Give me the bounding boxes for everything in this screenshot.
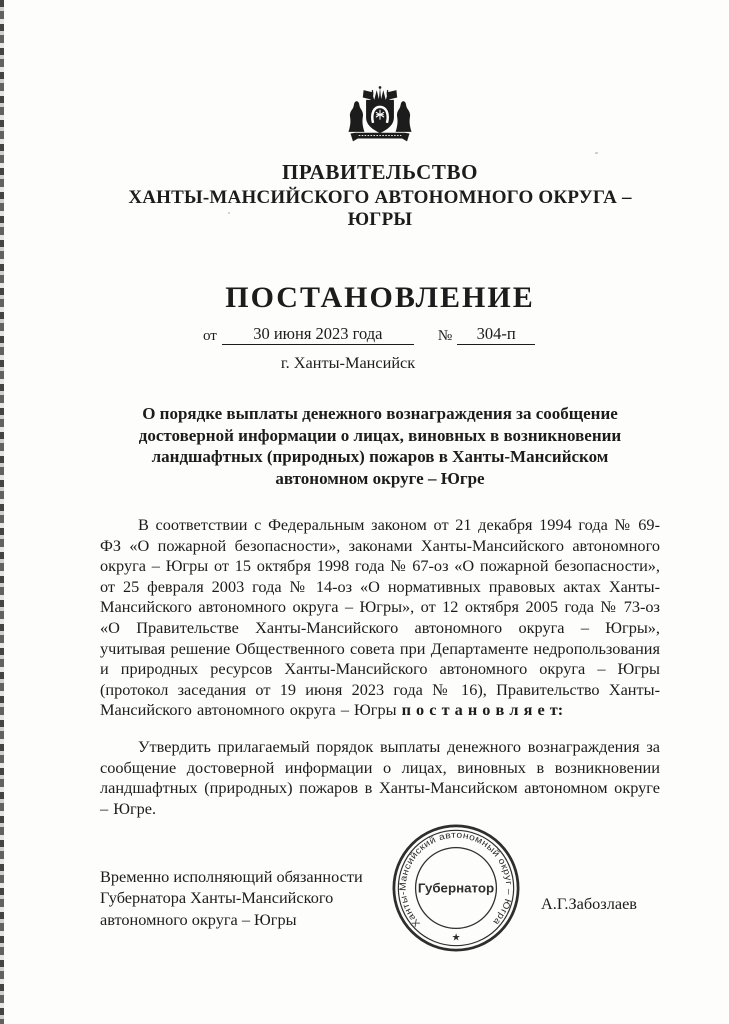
signer-position-line-1: Временно исполняющий обязанности [100,866,363,886]
date-value: 30 июня 2023 года [253,324,383,343]
stamp-center-text: Губернатор [417,880,495,896]
body-paragraph-1 [100,515,660,721]
document-content-column [100,0,660,931]
from-label: от [203,328,217,344]
number-blank-line [457,324,535,345]
org-name-line2: ХАНТЫ-МАНСИЙСКОГО АВТОНОМНОГО ОКРУГА – ЮГРЫ [128,187,632,230]
official-stamp [387,819,525,957]
postanovlyaet-emphasis: п о с т а н о в л я е т: [401,700,564,720]
scan-edge-artifact [0,0,4,1024]
coat-of-arms-icon [339,86,421,145]
signer-position-line-3: автономного округа – Югры [100,910,297,930]
left-bear-shape [348,101,364,132]
ribbon-shape [351,133,410,142]
right-bear-shape [396,101,412,132]
doc-type-title: ПОСТАНОВЛЕНИЕ [225,281,535,314]
number-value: 304-п [476,324,516,343]
signer-position-line-2: Губернатора Ханты-Мансийского [100,888,334,908]
stamp-star: ★ [451,932,461,944]
city-line: г. Ханты-Мансийск [280,353,416,372]
document-title: О порядке выплаты денежного вознаграждения за сообщение достоверной информации о лицах, виновных в возникновении ландшафтных (природных) пожаров в Ханты-Мансийском автономном округе – Югре [138,404,622,488]
org-name-line1: ПРАВИТЕЛЬСТВО [281,160,479,184]
date-blank-line [222,324,414,345]
paragraph-1-text: В соответствии с Федеральным законом от 21 декабря 1994 года № 69-ФЗ «О пожарной безопасности», законами Ханты-Мансийского автономного округа – Югры от 15 октября 1998 года № 67-оз «О пожарной безопасности», от 25 февраля 2003 года № 14-оз «О нормативных правовых актах Ханты-Мансийского автономного округа – Югры», от 12 октября 2005 года № 73-оз «О Правительстве Ханты-Мансийского автономного округа – Югры», учитывая решение Общественного совета при Департаменте недропользования и природных ресурсов Ханты-Мансийского автономного округа – Югры (протокол заседания от 19 июня 2023 года № 16), Правительство Ханты-Мансийского автономного округа – Югры [100,515,660,720]
body-paragraph-2: Утвердить прилагаемый порядок выплаты денежного вознаграждения за сообщение достоверной информации о лицах, виновных в возникновении ландшафтных (природных) пожаров в Ханты-Мансийском автономном округе – Югре. [100,737,660,819]
number-label: № [437,328,453,344]
date-number-row [203,324,660,345]
stamp-rim-text: Ханты-Мансийский автономный округ – Югра [397,829,515,929]
signer-name: А.Г.Забозлаев [541,894,637,913]
